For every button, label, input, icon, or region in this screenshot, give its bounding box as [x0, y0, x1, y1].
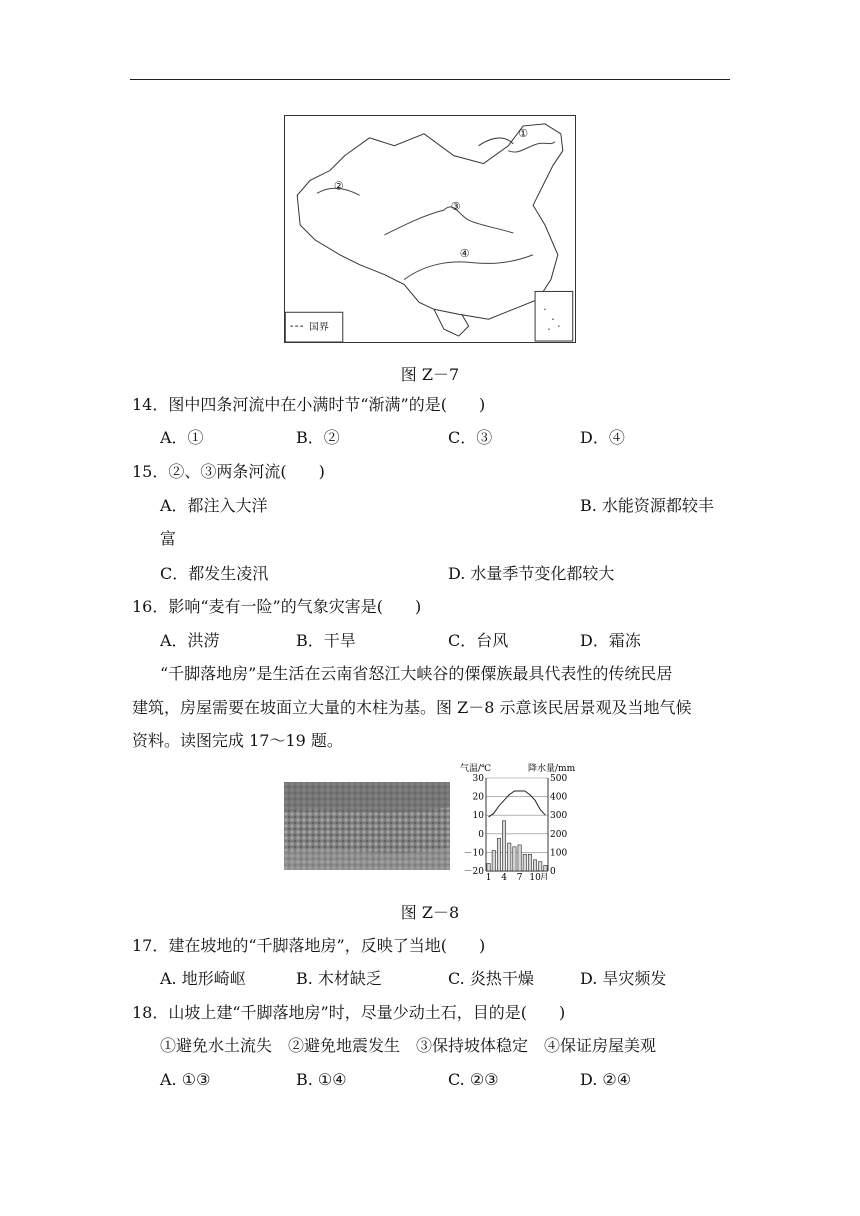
precip-tick-label: 500	[550, 774, 568, 784]
q16-option-b[interactable]: B．干旱	[296, 631, 356, 650]
q18-option-a[interactable]: A. ①③	[160, 1070, 211, 1089]
precip-tick-label: 0	[550, 867, 556, 877]
month-tick-label: 10	[529, 873, 541, 880]
precip-bar	[518, 845, 521, 871]
q15-option-d[interactable]: D. 水量季节变化都较大	[448, 564, 615, 583]
climate-chart	[460, 760, 590, 880]
river-label-1: ①	[518, 126, 528, 140]
temp-tick-label: 10	[472, 811, 484, 822]
q18-stem: 18．山坡上建“千脚落地房”时，尽量少动土石，目的是( )	[132, 1003, 566, 1022]
stilt-house-photo	[284, 782, 450, 870]
q17-option-a[interactable]: A. 地形崎岖	[160, 969, 246, 988]
q14-option-c[interactable]: C．③	[448, 428, 493, 447]
q14-option-d[interactable]: D．④	[580, 428, 625, 447]
q14-option-a[interactable]: A．①	[160, 428, 204, 447]
precip-tick-label: 100	[550, 848, 568, 859]
q18-statements: ①避免水土流失 ②避免地震发生 ③保持坡体稳定 ④保证房屋美观	[160, 1036, 657, 1055]
q14-stem: 14．图中四条河流中在小满时节“渐满”的是( )	[132, 395, 486, 414]
precip-bar	[513, 847, 516, 871]
q16-option-d[interactable]: D．霜冻	[580, 631, 641, 650]
precip-bar	[497, 838, 500, 871]
q14-option-b[interactable]: B．②	[296, 428, 340, 447]
q15-stem: 15．②、③两条河流( )	[132, 462, 325, 481]
q17-option-b[interactable]: B. 木材缺乏	[296, 969, 382, 988]
precip-bar	[487, 864, 490, 871]
map-drawing	[285, 116, 575, 342]
china-outline	[297, 124, 563, 319]
temp-tick-label: －10	[463, 848, 484, 859]
river-label-2: ②	[333, 179, 344, 193]
precip-tick-label: 400	[550, 792, 568, 803]
river-1	[508, 142, 555, 152]
passage-line-2: 建筑，房屋需要在坡面立大量的木柱为基。图 Z－8 示意该民居景观及当地气候	[132, 698, 692, 717]
china-river-map	[284, 115, 576, 343]
q15-option-b[interactable]: B. 水能资源都较丰	[580, 496, 714, 515]
q15-option-a[interactable]: A．都注入大洋	[160, 496, 268, 515]
map-legend-label: 国界	[309, 322, 329, 334]
q16-stem: 16．影响“麦有一险”的气象灾害是( )	[132, 597, 422, 616]
precip-bar	[544, 865, 547, 871]
climate-caption: 图 Z－8	[400, 903, 460, 922]
month-tick-label: 1	[485, 873, 492, 880]
q16-option-c[interactable]: C．台风	[448, 631, 509, 650]
q15-option-c[interactable]: C．都发生凌汛	[160, 564, 269, 583]
q17-option-c[interactable]: C. 炎热干燥	[448, 969, 534, 988]
q18-option-d[interactable]: D. ②④	[580, 1070, 632, 1089]
climate-chart-svg	[460, 760, 590, 880]
precip-bar	[492, 851, 495, 871]
temp-tick-label: 20	[472, 792, 484, 803]
south-china-sea-inset	[535, 291, 573, 341]
passage-line-3: 资料。读图完成 17～19 题。	[132, 731, 343, 750]
temp-tick-label: 0	[478, 829, 484, 840]
photo-texture	[284, 782, 450, 870]
river-label-4: ④	[459, 246, 470, 260]
temperature-curve	[489, 791, 546, 817]
temp-tick-label: －20	[463, 867, 484, 877]
q15-option-b-wrap: 富	[160, 529, 177, 548]
precip-tick-label: 300	[550, 811, 568, 822]
river-label-3: ③	[450, 200, 461, 214]
q17-option-d[interactable]: D. 旱灾频发	[580, 969, 667, 988]
precip-axis-label: 降水量/mm	[528, 764, 576, 774]
precip-tick-label: 200	[550, 829, 568, 840]
passage-line-1: “千脚落地房”是生活在云南省怒江大峡谷的傈僳族最具代表性的传统民居	[160, 664, 673, 683]
temp-tick-label: 30	[472, 774, 484, 784]
q16-option-a[interactable]: A．洪涝	[160, 631, 220, 650]
q18-option-b[interactable]: B. ①④	[296, 1070, 347, 1089]
q18-option-c[interactable]: C. ②③	[448, 1070, 499, 1089]
precip-bar	[508, 843, 511, 871]
precip-bar	[523, 854, 526, 871]
precip-bar	[533, 860, 536, 871]
precip-bar	[502, 821, 505, 871]
precip-bar	[539, 862, 542, 871]
month-tick-label: 月	[539, 873, 549, 880]
precip-bar	[528, 854, 531, 871]
q17-stem: 17．建在坡地的“千脚落地房”，反映了当地( )	[132, 936, 486, 955]
header-rule	[130, 79, 730, 80]
month-tick-label: 4	[501, 873, 507, 880]
temp-axis-label: 气温/℃	[460, 764, 492, 774]
map-caption: 图 Z－7	[400, 365, 460, 384]
river-3	[384, 207, 513, 235]
month-tick-label: 7	[516, 873, 523, 880]
